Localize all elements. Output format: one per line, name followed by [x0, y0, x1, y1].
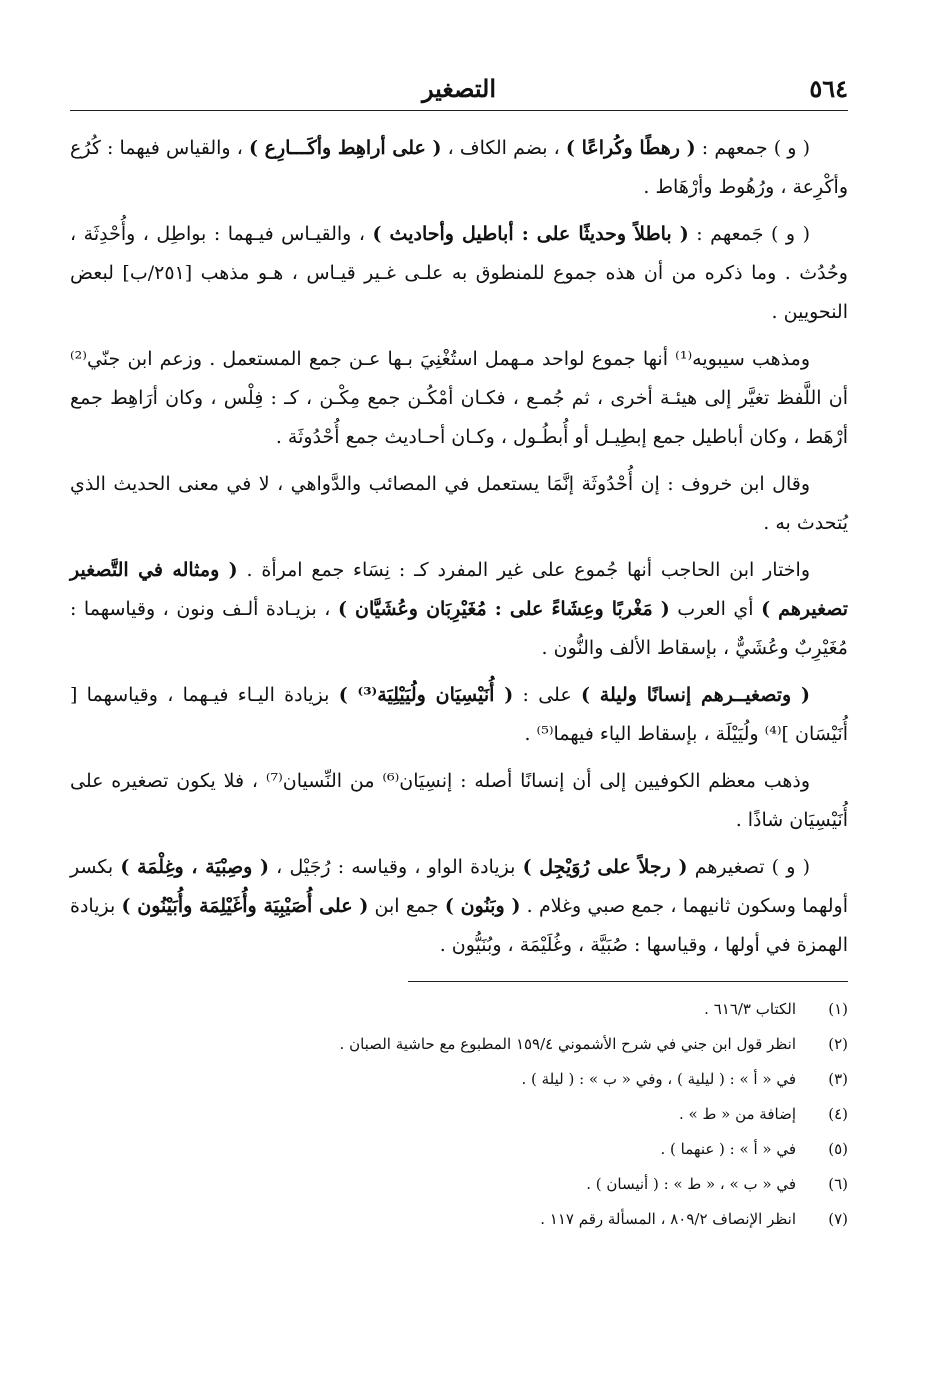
bold-matn-text: ( وصِبْيَة ، وغِلْمَة ) [120, 856, 270, 878]
bold-matn-text: ( وبَنُون ) [444, 895, 521, 917]
paragraph [70, 551, 848, 668]
commentary-text: جمع ابن [368, 895, 445, 917]
commentary-text: بكسر أولهما وسكون ثانيهما ، جمع صبي وغلام . [70, 856, 848, 917]
bold-matn-text: ( رجلاً على رُوَيْجِل ) [522, 856, 688, 878]
commentary-text: ( و ) جمعهم : [695, 137, 810, 159]
footnote [70, 992, 848, 1027]
footnote-number: (٦) [828, 1175, 848, 1193]
bold-matn-text: ( على أُصَيْبِيَة وأُغَيْلِمَة وأُبَيْنُون ) [121, 895, 369, 917]
book-page [70, 70, 848, 1237]
footnote [70, 1027, 848, 1062]
bold-matn-text: ( وتصغيــرهم إنسانًا وليلة ) [580, 684, 810, 706]
footnote [70, 1167, 848, 1202]
footnote-text: الكتاب ٦١٦/٣ . [704, 1000, 796, 1018]
footnote-number: (٣) [828, 1070, 848, 1088]
footnote-text: انظر قول ابن جني في شرح الأشموني ١٥٩/٤ المطبوع مع حاشية الصبان . [339, 1035, 796, 1053]
footnote-number: (٥) [828, 1140, 848, 1158]
commentary-text: ( و ) تصغيرهم [687, 856, 811, 878]
paragraph [70, 215, 848, 332]
commentary-text: بزيادة الواو ، وقياسه : رُجَيْل ، [269, 856, 523, 878]
commentary-text: بزيادة اليـاء فيـهما ، وقياسهما [ أُنَيْسَان ]⁽⁴⁾ ولُيَيْلَة ، بإسقاط الياء فيهما⁽⁵⁾ . [70, 684, 848, 745]
footnote-text: في « أ » : ( عنهما ) . [660, 1140, 796, 1158]
commentary-text: ومذهب سيبويه⁽¹⁾ أنها جموع لواحد مـهمل استُغْنِيَ بـها عـن جمع المستعمل . وزعم ابن جنّي⁽²⁾ أن اللَّفظ تغيَّر إلى هيئـة أخرى ، ثم جُمـع ، فكـان أمْكُـن جمع مِكْـن ، كـ : فِلْس ، وكان أرَاهِط جمع أرْهَط ، وكان أباطيل جمع إبطِيـل أو أُبطُـول ، وكـان أحـاديث جمع أُحْدُوثَة . [70, 348, 848, 448]
commentary-text: وذهب معظم الكوفيين إلى أن إنسانًا أصله : إنسِيَان⁽⁶⁾ من النِّسيان⁽⁷⁾ ، فلا يكون تصغيره على أُنَيْسِيَان شاذًا . [70, 770, 848, 831]
paragraph [70, 848, 848, 965]
main-text [70, 129, 848, 965]
footnote-text: في « أ » : ( ليلية ) ، وفي « ب » : ( ليلة ) . [521, 1070, 796, 1088]
commentary-text: واختار ابن الحاجب أنها جُموع على غير المفرد كـ : نِسَاء جمع امرأة . [237, 559, 811, 581]
commentary-text: ، والقياس فيهما : كُرُع وأكْرِعة ، ورُهُوط وأرْهَاط . [70, 137, 848, 198]
paragraph [70, 340, 848, 457]
footnote-text: إضافة من « ط » . [679, 1105, 796, 1123]
page-number: ٥٦٤ [809, 74, 848, 103]
commentary-text: وقال ابن خروف : إن أُحْدُوثَة إنَّمَا يستعمل في المصائب والدَّواهي ، لا في معنى الحديث الذي يُتحدث به . [70, 473, 848, 534]
bold-matn-text: ( باطلاً وحديثًا على : أباطيل وأحاديث ) [372, 223, 689, 245]
running-header [70, 70, 848, 111]
bold-matn-text: ( على أراهِط وأكَـــارِع ) [248, 137, 442, 159]
footnote-separator [408, 981, 848, 982]
footnote [70, 1132, 848, 1167]
footnote-number: (٧) [828, 1210, 848, 1228]
chapter-title: التصغير [421, 74, 497, 103]
footnotes [70, 992, 848, 1237]
footnote-number: (١) [828, 1000, 848, 1018]
commentary-text: ، بضم الكاف ، [441, 137, 566, 159]
bold-matn-text: ( ومثاله في التَّصغير تصغيرهم ) [70, 559, 848, 620]
bold-matn-text: ( أُنَيْسِيَان ولُيَيْلِيَة⁽³⁾ ) [338, 684, 514, 706]
footnote-number: (٤) [828, 1105, 848, 1123]
footnote-number: (٢) [828, 1035, 848, 1053]
commentary-text: ، بزيـادة ألـف ونون ، وقياسهما : مُغَيْرِبٌ وعُشَيٌّ ، بإسقاط الألف والنُّون . [70, 598, 848, 659]
paragraph [70, 762, 848, 840]
bold-matn-text: ( رهطًا وكُراعًا ) [565, 137, 696, 159]
commentary-text: أي العرب [669, 598, 762, 620]
commentary-text: ( و ) جَمعهم : [688, 223, 810, 245]
footnote [70, 1097, 848, 1132]
commentary-text: ، والقيـاس فيـهما : بواطِل ، وأُحْدِثَة ، وحُدُث . وما ذكره من أن هذه جموع للمنطوق به علـى غـير قيـاس ، هـو مذهب [٢٥١/ب] لبعض النحويين . [70, 223, 848, 323]
footnote-text: في « ب » ، « ط » : ( أنيسان ) . [586, 1175, 796, 1193]
footnote [70, 1062, 848, 1097]
footnote [70, 1202, 848, 1237]
commentary-text: بزيادة الهمزة في أولها ، وقياسها : صُبَيَّة ، وغُلَيْمَة ، وبُنَيُّون . [70, 895, 848, 956]
paragraph [70, 129, 848, 207]
paragraph [70, 465, 848, 543]
paragraph [70, 676, 848, 754]
footnote-text: انظر الإنصاف ٨٠٩/٢ ، المسألة رقم ١١٧ . [540, 1210, 796, 1228]
bold-matn-text: ( مَغْربًا وعِشَاءً على : مُغَيْرِبَان وعُشَيَّان ) [337, 598, 670, 620]
commentary-text: على : [513, 684, 581, 706]
